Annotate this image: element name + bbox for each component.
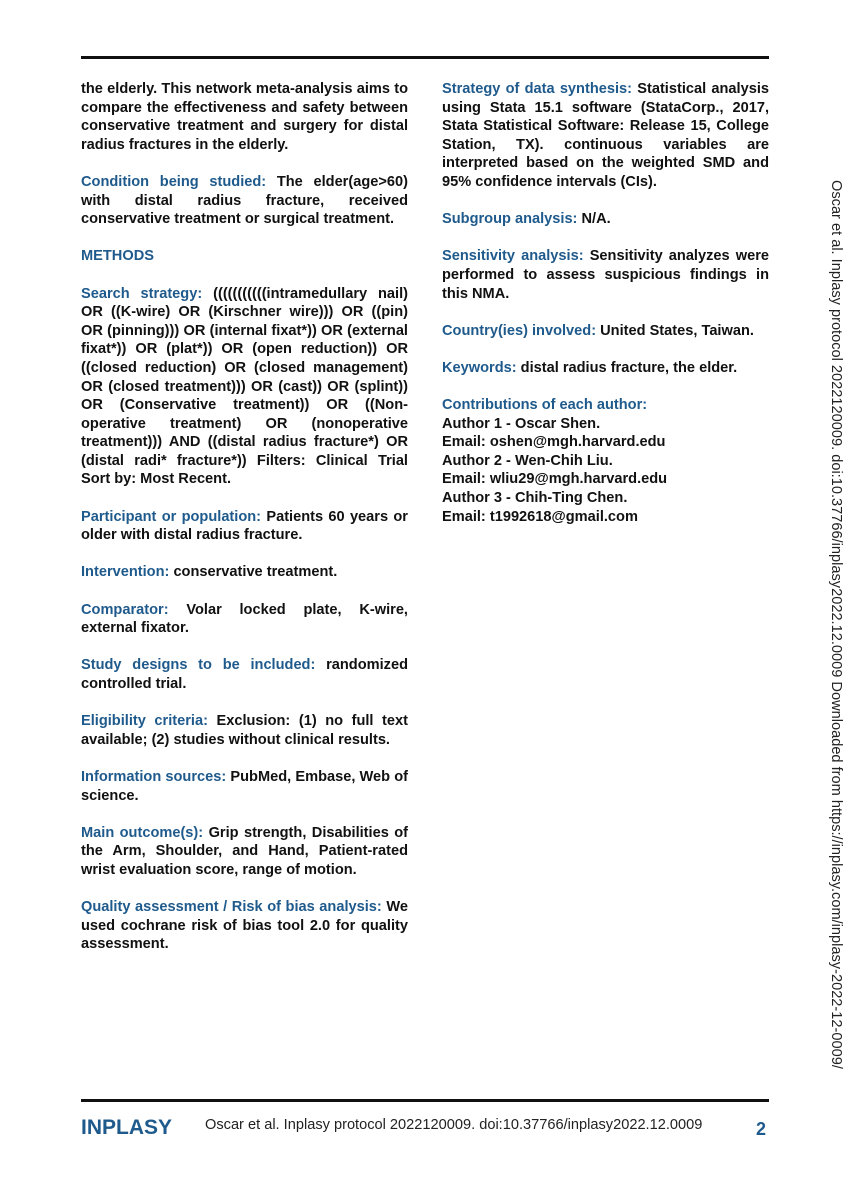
condition-label: Condition being studied: [81,173,267,190]
page-number: 2 [756,1119,767,1139]
country-section [442,322,769,341]
study-designs-text: randomized controlled trial. [81,657,408,692]
intro-paragraph: the elderly. This network meta-analysis aims to compare the effectiveness and safety between conservative treatment and surgery for distal radius fractures in the elderly. [81,81,408,153]
right-column [442,80,769,545]
intervention-text: conservative treatment. [173,564,338,581]
participant-text: Patients 60 years or older with distal radius fracture. [81,508,408,544]
synthesis-section [442,80,769,192]
study-designs-section [81,656,408,693]
main-outcome-label: Main outcome(s): [81,824,204,841]
synthesis-text: Statistical analysis using Stata 15.1 software (StataCorp., 2017, Stata Statistical Software: Release 15, College Station, TX). continuous variables are interpreted based on the weighted SMD and 95% confidence intervals (CIs). [442,81,769,190]
keywords-label: Keywords: [442,359,517,376]
contributions-label: Contributions of each author: [442,397,648,414]
country-label: Country(ies) involved: [442,322,597,339]
eligibility-section [81,712,408,749]
main-outcome-text: Grip strength, Disabilities of the Arm, Shoulder, and Hand, Patient-rated wrist evaluation score, range of motion. [81,824,409,878]
participant-section [81,508,408,545]
sensitivity-section [442,247,769,303]
keywords-section [442,359,769,378]
side-download-notice: Oscar et al. Inplasy protocol 2022120009. doi:10.37766/inplasy2022.12.0009 Downloaded from https://inplasy.com/inplasy-2022-12-0009/ [828,180,844,1069]
main-outcome-section [81,824,408,880]
contribution-line: Author 2 - Wen-Chih Liu. [442,452,613,469]
comparator-section [81,601,408,638]
footer-citation: Oscar et al. Inplasy protocol 2022120009. doi:10.37766/inplasy2022.12.0009 [205,1117,703,1133]
intervention-section [81,563,408,582]
info-sources-text: PubMed, Embase, Web of science. [81,768,408,804]
quality-section [81,898,408,954]
contribution-line: Email: wliu29@mgh.harvard.edu [442,471,668,488]
contribution-line: Author 3 - Chih-Ting Chen. [442,490,628,507]
subgroup-section [442,210,769,229]
participant-label: Participant or population: [81,508,262,525]
search-section [81,285,408,490]
eligibility-label: Eligibility criteria: [81,713,208,730]
search-text: (((((((((((intramedullary nail) OR ((K-wire) OR (Kirschner wire))) OR ((pin) OR (pinning))) OR (internal fixat*)) OR (external fixat*)) OR (plat*)) OR (open reduction)) OR ((closed reduction) OR (closed management) OR (closed treatment))) OR (cast)) OR (splint)) OR (Conservative treatment)) OR ((Non-operative treatment) OR (nonoperative treatment))) AND ((distal radius fracture*) OR (distal radi* fracture*)) Filters: Clinical Trial Sort by: Most Recent. [81,285,408,488]
sensitivity-text: Sensitivity analyzes were performed to assess suspicious findings in this NMA. [442,248,769,302]
subgroup-text: N/A. [581,211,611,228]
contributions-section [442,396,769,526]
synthesis-label: Strategy of data synthesis: [442,81,633,97]
contribution-line: Email: t1992618@gmail.com [442,508,638,525]
top-rule [81,56,769,59]
keywords-text: distal radius fracture, the elder. [520,359,738,376]
study-designs-label: Study designs to be included: [81,657,316,674]
condition-text: The elder(age>60) with distal radius fracture, received conservative treatment or surgical treatment. [81,173,408,228]
subgroup-label: Subgroup analysis: [442,211,578,228]
sensitivity-label: Sensitivity analysis: [442,248,584,265]
intervention-label: Intervention: [81,564,170,581]
quality-text: We used cochrane risk of bias tool 2.0 for quality assessment. [81,899,408,953]
left-column [81,80,408,973]
info-sources-section [81,768,408,805]
comparator-text: Volar locked plate, K-wire, external fixator. [81,601,408,637]
condition-section [81,173,408,229]
comparator-label: Comparator: [81,601,169,618]
quality-label: Quality assessment / Risk of bias analysis: [81,899,382,916]
bottom-rule [81,1099,769,1102]
contribution-line: Author 1 - Oscar Shen. [442,415,601,432]
eligibility-text: Exclusion: (1) no full text available; (2) studies without clinical results. [81,713,408,748]
search-label: Search strategy: [81,285,203,302]
info-sources-label: Information sources: [81,768,227,785]
methods-heading: METHODS [81,248,154,265]
country-text: United States, Taiwan. [600,322,754,339]
contribution-line: Email: oshen@mgh.harvard.edu [442,434,666,451]
footer-brand: INPLASY [81,1116,173,1139]
